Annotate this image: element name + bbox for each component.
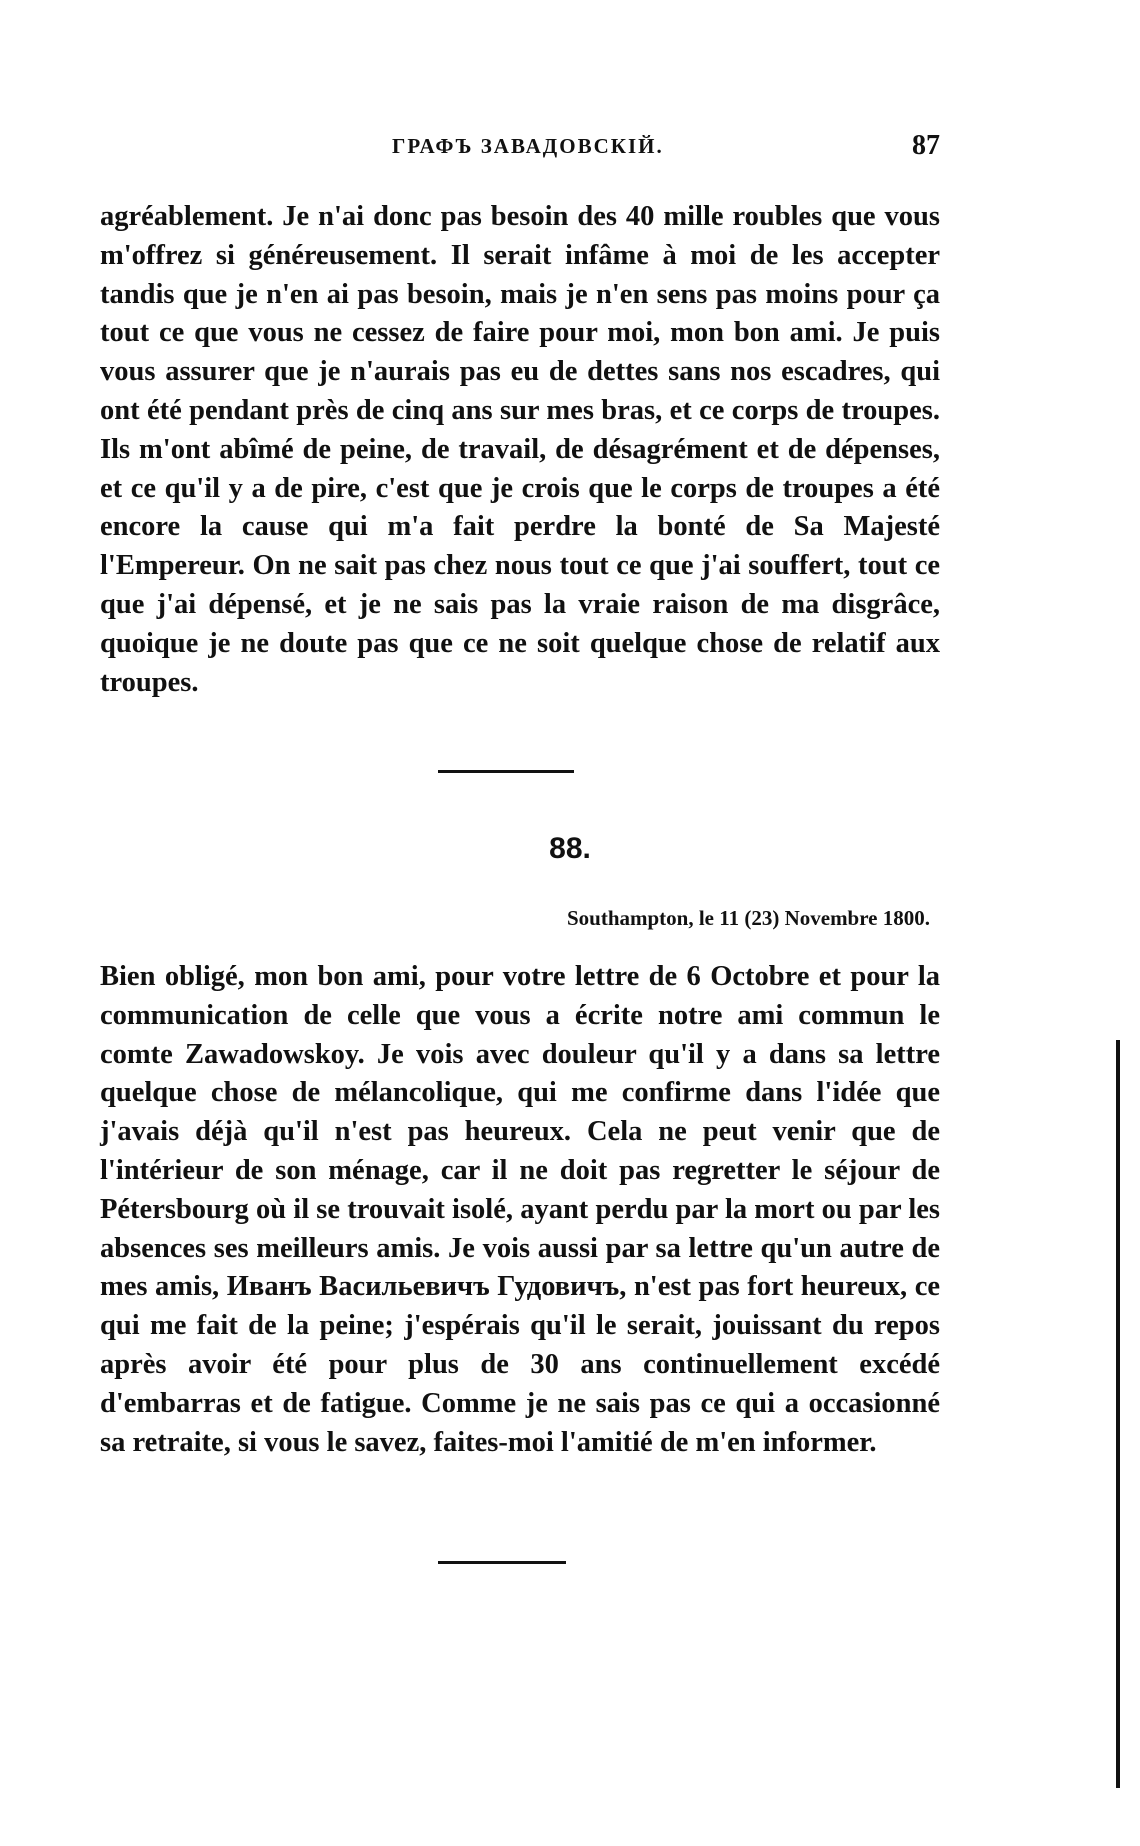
- section-divider: [438, 770, 574, 773]
- page-header: [100, 130, 940, 170]
- running-title: ГРАФЪ ЗАВАДОВСКIЙ.: [392, 134, 664, 158]
- scan-edge-line: [1116, 1040, 1120, 1788]
- end-divider: [438, 1561, 566, 1564]
- letter-number: 88.: [549, 832, 591, 865]
- page-number: 87: [912, 130, 940, 161]
- letter-paragraph: Bien obligé, mon bon ami, pour votre lettre de 6 Octobre et pour la communication de celle que vous a écrite notre ami commun le comte Zawadowskoy. Je vois avec douleur qu'il y a dans sa lettre quelque chose de mélancolique, qui me confirme dans l'idée que j'avais déjà qu'il n'est pas heureux. Cela ne peut venir que de l'intérieur de son ménage, car il ne doit pas regretter le séjour de Pétersbourg où il se trouvait isolé, ayant perdu par la mort ou par les absences ses meilleurs amis. Je vois aussi par sa lettre qu'un autre de mes amis, Иванъ Васильевичъ Гудовичъ, n'est pas fort heureux, ce qui me fait de la peine; j'espérais qu'il le serait, jouissant du repos après avoir été pour plus de 30 ans continuellement excédé d'embarras et de fatigue. Comme je ne sais pas ce qui a occasionné sa retraite, si vous le savez, faites-moi l'amitié de m'en informer.: [100, 961, 940, 1458]
- letter-dateline: Southampton, le 11 (23) Novembre 1800.: [566, 906, 930, 930]
- continued-paragraph: agréablement. Je n'ai donc pas besoin des 40 mille roubles que vous m'offrez si généreusement. Il serait infâme à moi de les accepter tandis que je n'en ai pas besoin, mais je n'en sens pas moins pour ça tout ce que vous ne cessez de faire pour moi, mon bon ami. Je puis vous assurer que je n'aurais pas eu de dettes sans nos escadres, qui ont été pendant près de cinq ans sur mes bras, et ce corps de troupes. Ils m'ont abîmé de peine, de travail, de désagrément et de dépenses, et ce qu'il y a de pire, c'est que je crois que le corps de troupes a été encore la cause qui m'a fait perdre la bonté de Sa Majesté l'Empereur. On ne sait pas chez nous tout ce que j'ai souffert, tout ce que j'ai dépensé, et je ne sais pas la vraie raison de ma disgrâce, quoique je ne doute pas que ce ne soit quelque chose de relatif aux troupes.: [100, 201, 940, 698]
- continued-letter-text: [100, 198, 940, 702]
- letter-body: [100, 958, 940, 1462]
